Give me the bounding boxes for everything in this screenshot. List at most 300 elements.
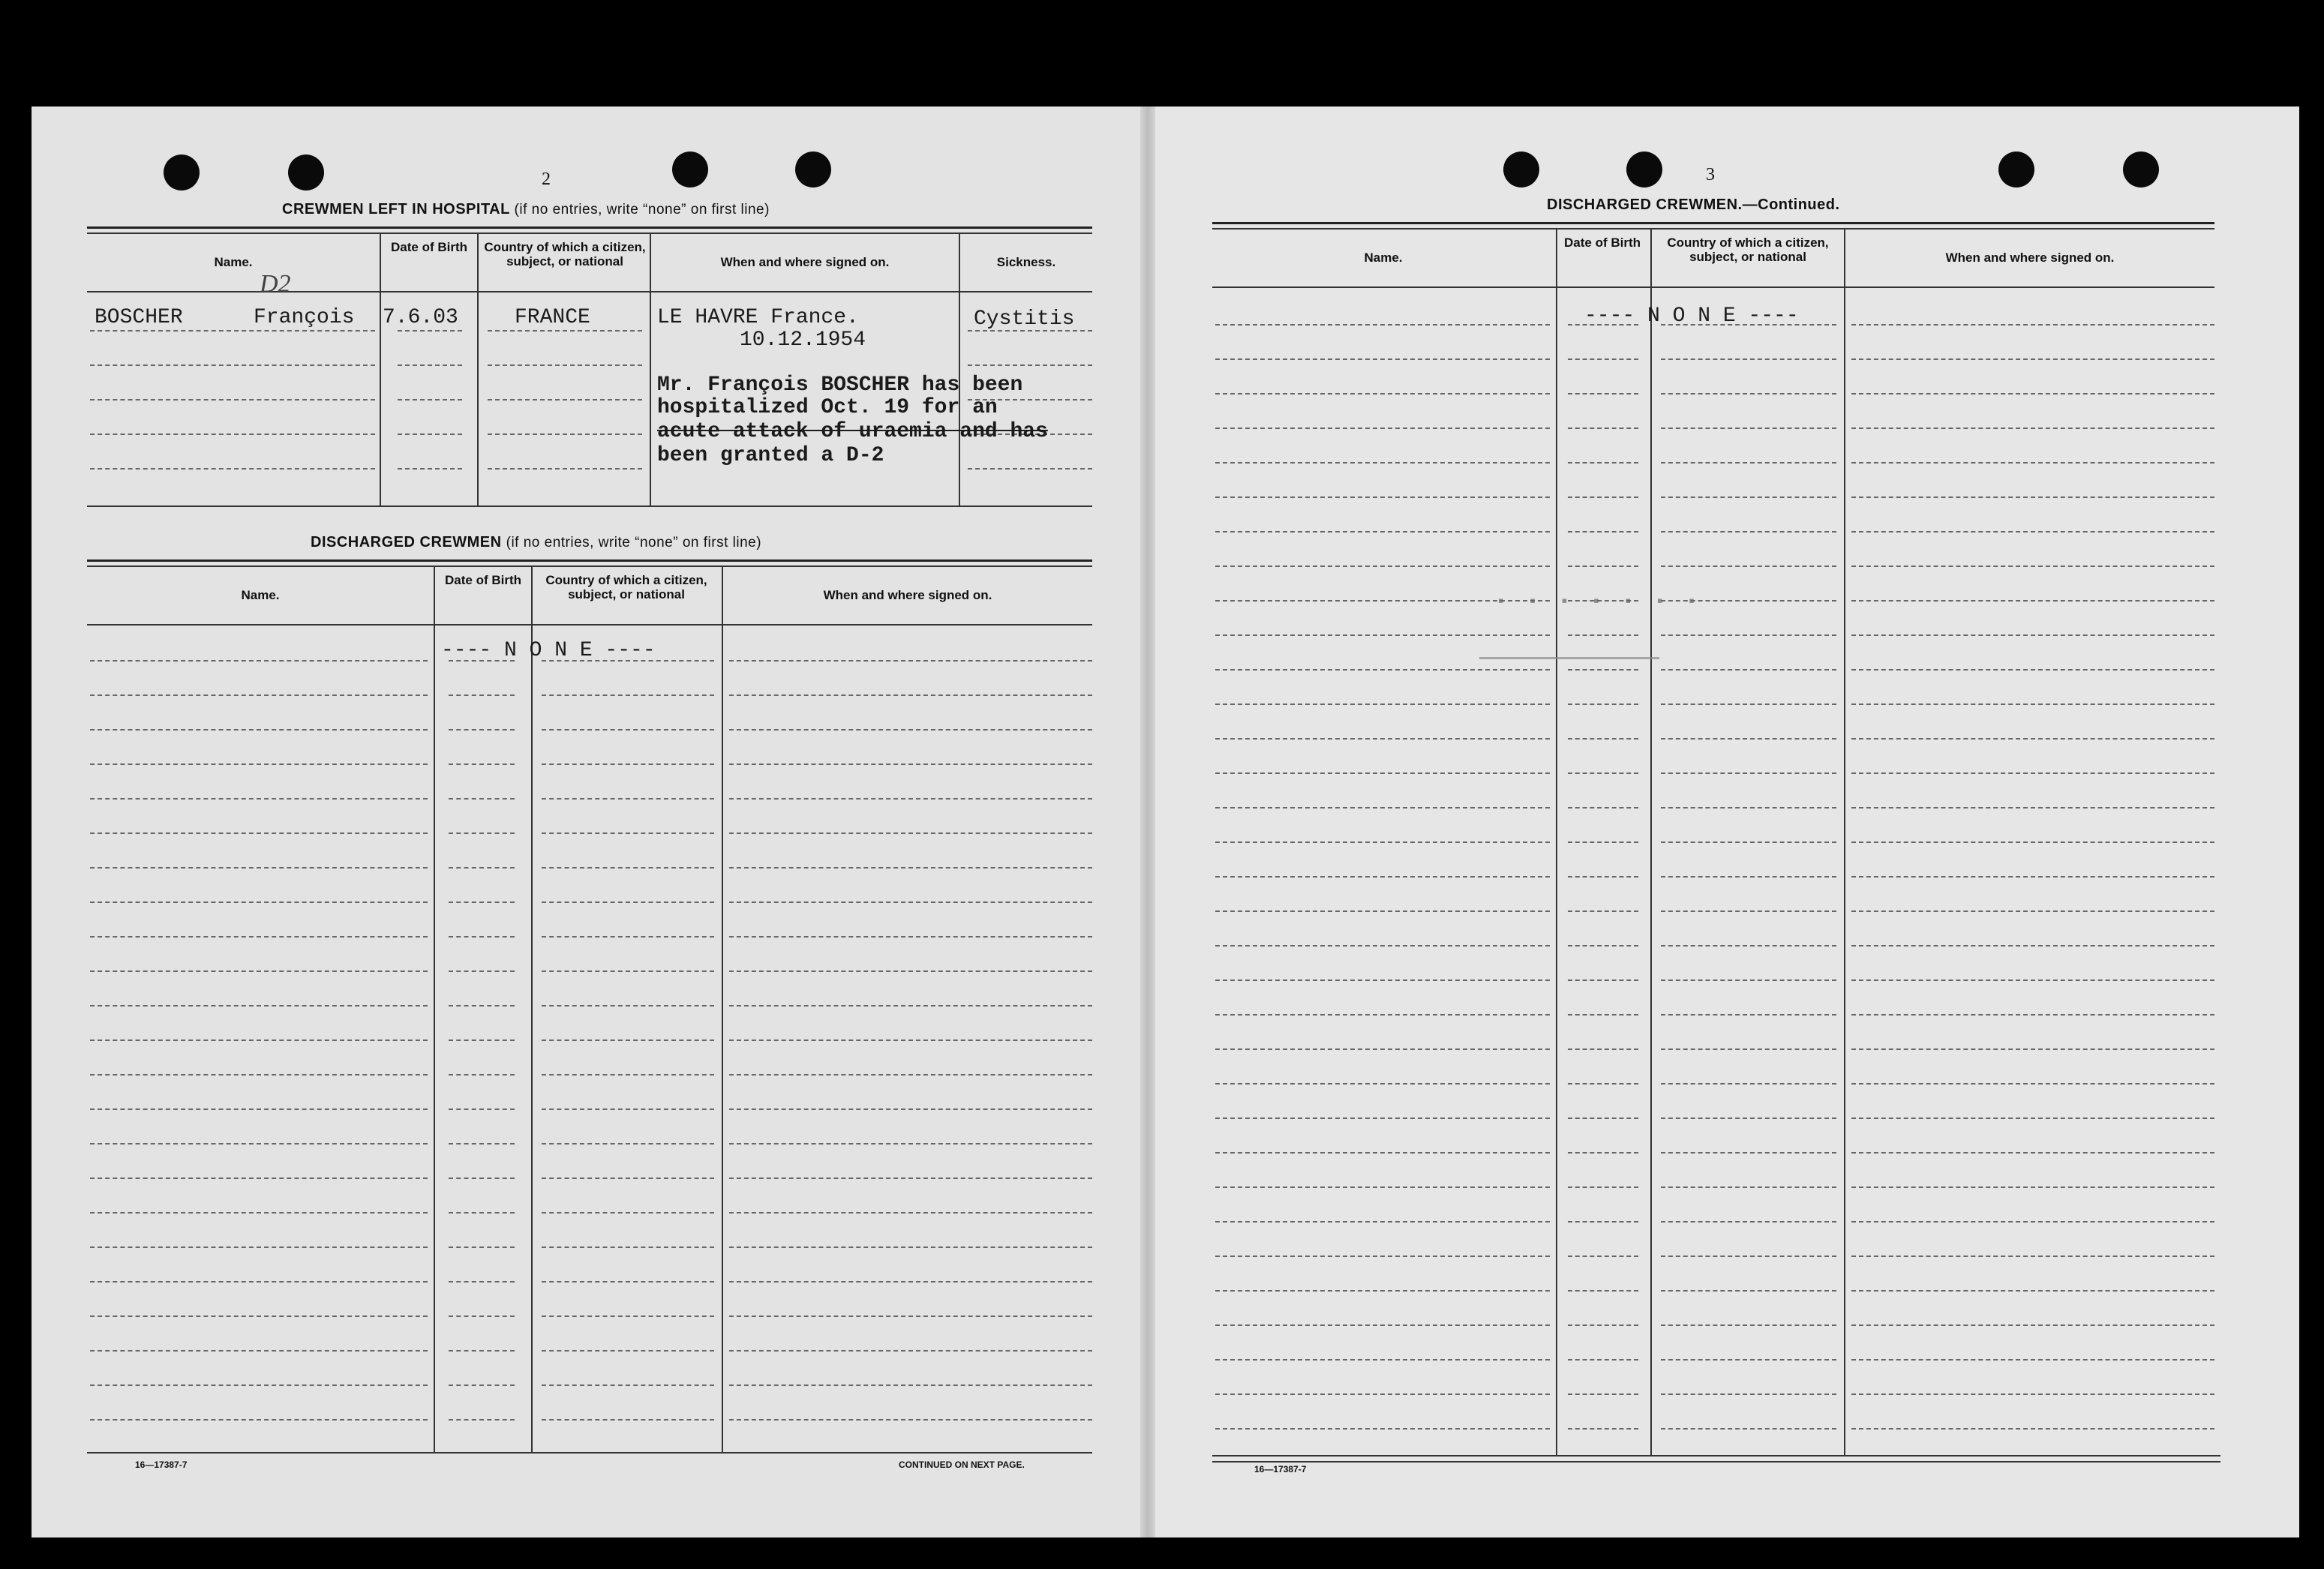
row-rule <box>90 1212 428 1214</box>
column-divider <box>722 566 723 1452</box>
form-number: 16—17387-7 <box>1254 1464 1307 1474</box>
discharged-title-note: (if no entries, write “none” on first line) <box>506 535 762 550</box>
row-rule <box>729 832 1092 834</box>
row-rule <box>1215 772 1550 774</box>
row-rule <box>1568 1290 1638 1292</box>
row-rule <box>968 364 1092 366</box>
punch-hole <box>288 154 324 190</box>
rule <box>87 566 1092 567</box>
row-rule <box>90 1178 428 1179</box>
row-rule <box>90 1350 428 1352</box>
row-rule <box>542 1246 714 1248</box>
row-rule <box>1661 876 1836 878</box>
row-rule <box>1215 1394 1550 1395</box>
rule <box>87 560 1092 562</box>
row-rule <box>1568 634 1638 636</box>
row-rule <box>1215 842 1550 843</box>
row-rule <box>729 1212 1092 1214</box>
row-rule <box>1568 496 1638 498</box>
row-rule <box>1568 566 1638 567</box>
punch-hole <box>164 154 200 190</box>
row-rule <box>1215 738 1550 740</box>
row-rule <box>542 798 714 800</box>
row-rule <box>1568 531 1638 532</box>
row-rule <box>1215 358 1550 360</box>
row-rule <box>90 660 428 662</box>
page-number: 2 <box>542 170 551 189</box>
row-rule <box>968 468 1092 470</box>
row-rule <box>488 434 642 435</box>
row-rule <box>729 1246 1092 1248</box>
row-rule <box>1851 600 2214 602</box>
row-rule <box>1851 669 2214 670</box>
row-rule <box>729 1074 1092 1076</box>
row-rule <box>1215 1324 1550 1326</box>
row-rule <box>1215 393 1550 394</box>
row-rule <box>1661 1290 1836 1292</box>
row-rule <box>449 1108 515 1110</box>
none-entry: ---- N O N E ---- <box>1584 304 1799 328</box>
row-rule <box>1661 910 1836 912</box>
row-rule <box>729 694 1092 696</box>
discharged-section-title <box>311 534 761 551</box>
row-rule <box>1215 910 1550 912</box>
remark-line: Mr. François BOSCHER has been <box>657 374 1023 397</box>
rule <box>1212 222 2214 224</box>
row-rule <box>729 902 1092 903</box>
header-dob: Date of Birth <box>1564 236 1641 250</box>
row-rule <box>1851 1118 2214 1119</box>
row-rule <box>449 902 515 903</box>
row-rule <box>542 1178 714 1179</box>
column-divider <box>1844 228 1845 1456</box>
row-rule <box>449 867 515 868</box>
punch-hole <box>1998 152 2034 188</box>
row-rule <box>1851 428 2214 429</box>
column-divider <box>959 232 960 506</box>
row-rule <box>1661 704 1836 705</box>
entry-signed-place: LE HAVRE France. <box>657 306 859 329</box>
punch-hole <box>672 152 708 188</box>
row-rule <box>542 1005 714 1006</box>
row-rule <box>729 1143 1092 1144</box>
row-rule <box>729 1316 1092 1317</box>
row-rule <box>1851 1359 2214 1360</box>
row-rule <box>1568 1186 1638 1188</box>
rule <box>87 232 1092 234</box>
row-rule <box>1215 1290 1550 1292</box>
row-rule <box>90 694 428 696</box>
row-rule <box>449 832 515 834</box>
row-rule <box>1568 428 1638 429</box>
row-rule <box>1851 738 2214 740</box>
row-rule <box>542 1281 714 1282</box>
row-rule <box>729 970 1092 972</box>
row-rule <box>1661 496 1836 498</box>
row-rule <box>1568 1083 1638 1084</box>
row-rule <box>1568 1048 1638 1050</box>
row-rule <box>1661 531 1836 532</box>
column-divider <box>531 566 533 1452</box>
row-rule <box>90 1316 428 1317</box>
row-rule <box>1661 807 1836 808</box>
row-rule <box>1851 324 2214 326</box>
remark-line: acute attack of uraemia and has <box>657 420 1048 443</box>
row-rule <box>729 1281 1092 1282</box>
header-signed: When and where signed on. <box>823 588 992 602</box>
row-rule <box>90 1040 428 1041</box>
discharged-title-text: DISCHARGED CREWMEN <box>311 534 502 550</box>
row-rule <box>1215 1359 1550 1360</box>
row-rule <box>1568 1359 1638 1360</box>
row-rule <box>1851 393 2214 394</box>
row-rule <box>1568 393 1638 394</box>
row-rule <box>398 434 462 435</box>
continued-title-text: DISCHARGED CREWMEN. <box>1547 196 1743 213</box>
row-rule <box>729 798 1092 800</box>
row-rule <box>90 1419 428 1420</box>
row-rule <box>1215 669 1550 670</box>
row-rule <box>1661 1118 1836 1119</box>
row-rule <box>729 1108 1092 1110</box>
row-rule <box>1215 1428 1550 1430</box>
header-name: Name. <box>214 255 253 269</box>
row-rule <box>488 364 642 366</box>
row-rule <box>449 1419 515 1420</box>
row-rule <box>729 660 1092 662</box>
row-rule <box>1661 428 1836 429</box>
row-rule <box>488 468 642 470</box>
entry-signed-date: 10.12.1954 <box>740 328 866 352</box>
row-rule <box>1215 496 1550 498</box>
row-rule <box>1568 945 1638 946</box>
row-rule <box>449 1040 515 1041</box>
row-rule <box>449 764 515 765</box>
row-rule <box>1215 945 1550 946</box>
row-rule <box>1215 324 1550 326</box>
row-rule <box>1851 842 2214 843</box>
continued-title-suffix: —Continued. <box>1742 196 1840 213</box>
row-rule <box>542 902 714 903</box>
row-rule <box>398 364 462 366</box>
row-rule <box>1568 772 1638 774</box>
row-rule <box>729 1384 1092 1386</box>
row-rule <box>1851 1048 2214 1050</box>
row-rule <box>1215 1048 1550 1050</box>
row-rule <box>1661 1152 1836 1154</box>
row-rule <box>1851 1221 2214 1222</box>
row-rule <box>1568 1324 1638 1326</box>
row-rule <box>729 1419 1092 1420</box>
column-divider <box>1650 228 1652 1456</box>
row-rule <box>1661 1048 1836 1050</box>
row-rule <box>1661 1428 1836 1430</box>
row-rule <box>449 1316 515 1317</box>
column-divider <box>477 232 479 506</box>
header-dob: Date of Birth <box>445 573 521 587</box>
row-rule <box>729 764 1092 765</box>
row-rule <box>90 764 428 765</box>
row-rule <box>1215 428 1550 429</box>
row-rule <box>1661 1324 1836 1326</box>
row-rule <box>1851 807 2214 808</box>
row-rule <box>1661 1083 1836 1084</box>
entry-dob: 7.6.03 <box>383 306 458 329</box>
row-rule <box>1215 1186 1550 1188</box>
row-rule <box>1851 945 2214 946</box>
faint-stamp-line <box>1479 657 1659 659</box>
row-rule <box>1215 1014 1550 1016</box>
row-rule <box>90 1143 428 1144</box>
row-rule <box>1851 1324 2214 1326</box>
row-rule <box>90 970 428 972</box>
row-rule <box>90 434 375 435</box>
row-rule <box>1661 1394 1836 1395</box>
row-rule <box>542 936 714 938</box>
row-rule <box>449 729 515 730</box>
entry-surname: BOSCHER <box>95 306 183 329</box>
row-rule <box>1851 876 2214 878</box>
row-rule <box>398 399 462 400</box>
row-rule <box>1568 704 1638 705</box>
row-rule <box>90 902 428 903</box>
punch-hole <box>1503 152 1539 188</box>
row-rule <box>542 764 714 765</box>
row-rule <box>398 468 462 470</box>
row-rule <box>1568 669 1638 670</box>
row-rule <box>1661 1186 1836 1188</box>
rule <box>1212 1455 2220 1456</box>
row-rule <box>729 867 1092 868</box>
row-rule <box>1661 945 1836 946</box>
row-rule <box>1661 634 1836 636</box>
row-rule <box>1661 358 1836 360</box>
row-rule <box>542 1384 714 1386</box>
row-rule <box>1568 876 1638 878</box>
row-rule <box>1215 1152 1550 1154</box>
row-rule <box>542 1143 714 1144</box>
rule <box>87 291 1092 292</box>
row-rule <box>449 1246 515 1248</box>
row-rule <box>1661 1359 1836 1360</box>
row-rule <box>449 1350 515 1352</box>
row-rule <box>1568 462 1638 464</box>
header-dob: Date of Birth <box>391 240 467 254</box>
row-rule <box>1215 980 1550 981</box>
row-rule <box>90 798 428 800</box>
row-rule <box>90 330 375 332</box>
row-rule <box>1568 1428 1638 1430</box>
row-rule <box>1215 1118 1550 1119</box>
row-rule <box>1851 1186 2214 1188</box>
row-rule <box>1851 566 2214 567</box>
handwritten-mark: D2 <box>260 270 291 298</box>
row-rule <box>1851 531 2214 532</box>
row-rule <box>1215 704 1550 705</box>
faint-stamp: ▪ ▪ ▪ ▪ ▪ ▪ ▪ <box>1496 592 1703 611</box>
row-rule <box>1568 910 1638 912</box>
row-rule <box>1568 842 1638 843</box>
row-rule <box>1661 1014 1836 1016</box>
row-rule <box>1215 462 1550 464</box>
hospital-section-title <box>282 201 770 218</box>
row-rule <box>1661 566 1836 567</box>
rule <box>1212 228 2214 230</box>
row-rule <box>90 1384 428 1386</box>
header-country: Country of which a citizen, subject, or national <box>545 573 707 602</box>
row-rule <box>449 936 515 938</box>
row-rule <box>1568 807 1638 808</box>
row-rule <box>729 1178 1092 1179</box>
row-rule <box>1851 980 2214 981</box>
row-rule <box>1851 910 2214 912</box>
row-rule <box>542 1212 714 1214</box>
row-rule <box>90 468 375 470</box>
rule <box>87 506 1092 507</box>
row-rule <box>1568 1014 1638 1016</box>
row-rule <box>542 1316 714 1317</box>
row-rule <box>90 832 428 834</box>
punch-hole <box>2123 152 2159 188</box>
row-rule <box>542 1074 714 1076</box>
row-rule <box>449 1178 515 1179</box>
discharged-continued-title <box>1547 196 1840 214</box>
row-rule <box>1568 1256 1638 1257</box>
row-rule <box>542 1040 714 1041</box>
none-entry: ---- N O N E ---- <box>441 639 656 662</box>
header-name: Name. <box>241 588 280 602</box>
row-rule <box>1568 1118 1638 1119</box>
row-rule <box>1851 462 2214 464</box>
row-rule <box>1661 772 1836 774</box>
row-rule <box>729 1005 1092 1006</box>
row-rule <box>729 1040 1092 1041</box>
hospital-title-text: CREWMEN LEFT IN HOSPITAL <box>282 201 510 218</box>
column-divider <box>380 232 381 506</box>
row-rule <box>90 867 428 868</box>
row-rule <box>542 1108 714 1110</box>
row-rule <box>90 936 428 938</box>
page-number: 3 <box>1706 165 1715 184</box>
row-rule <box>1661 393 1836 394</box>
column-divider <box>434 566 435 1452</box>
entry-sickness: Cystitis <box>974 308 1075 331</box>
row-rule <box>542 867 714 868</box>
row-rule <box>1661 462 1836 464</box>
row-rule <box>1215 876 1550 878</box>
row-rule <box>90 399 375 400</box>
header-country: Country of which a citizen, subject, or national <box>1667 236 1829 264</box>
form-number: 16—17387-7 <box>135 1460 188 1470</box>
row-rule <box>449 1074 515 1076</box>
hospital-title-note: (if no entries, write “none” on first line) <box>514 202 770 218</box>
rule <box>1212 286 2214 288</box>
row-rule <box>1568 358 1638 360</box>
punch-hole <box>1626 152 1662 188</box>
row-rule <box>1661 1256 1836 1257</box>
row-rule <box>1215 531 1550 532</box>
row-rule <box>1661 842 1836 843</box>
row-rule <box>1215 1256 1550 1257</box>
row-rule <box>729 729 1092 730</box>
row-rule <box>449 970 515 972</box>
row-rule <box>1661 669 1836 670</box>
row-rule <box>1851 704 2214 705</box>
header-country: Country of which a citizen, subject, or national <box>484 240 646 268</box>
row-rule <box>1851 1256 2214 1257</box>
row-rule <box>542 970 714 972</box>
row-rule <box>1851 772 2214 774</box>
row-rule <box>90 1281 428 1282</box>
row-rule <box>1661 980 1836 981</box>
row-rule <box>542 1419 714 1420</box>
row-rule <box>1568 738 1638 740</box>
row-rule <box>1215 566 1550 567</box>
row-rule <box>1215 1221 1550 1222</box>
row-rule <box>449 694 515 696</box>
header-name: Name. <box>1364 250 1403 265</box>
row-rule <box>1851 1083 2214 1084</box>
row-rule <box>90 364 375 366</box>
page-gutter <box>1140 106 1155 1538</box>
row-rule <box>398 330 462 332</box>
row-rule <box>488 399 642 400</box>
remark-line: hospitalized Oct. 19 for an <box>657 396 998 419</box>
header-signed: When and where signed on. <box>1945 250 2115 265</box>
continued-note: CONTINUED ON NEXT PAGE. <box>899 1460 1025 1470</box>
row-rule <box>90 1005 428 1006</box>
row-rule <box>449 1005 515 1006</box>
row-rule <box>1851 634 2214 636</box>
column-divider <box>650 232 651 506</box>
row-rule <box>729 936 1092 938</box>
rule <box>87 624 1092 626</box>
row-rule <box>1568 1221 1638 1222</box>
row-rule <box>449 1281 515 1282</box>
punch-hole <box>795 152 831 188</box>
row-rule <box>1568 980 1638 981</box>
column-divider <box>1556 228 1557 1456</box>
row-rule <box>1851 1152 2214 1154</box>
header-sickness: Sickness. <box>996 255 1056 269</box>
row-rule <box>1568 1394 1638 1395</box>
rule <box>87 226 1092 229</box>
row-rule <box>542 694 714 696</box>
row-rule <box>90 1074 428 1076</box>
rule <box>1212 1461 2220 1462</box>
row-rule <box>488 330 642 332</box>
rule <box>87 1452 1092 1454</box>
row-rule <box>542 1350 714 1352</box>
entry-given-name: François <box>254 306 355 329</box>
row-rule <box>1851 358 2214 360</box>
row-rule <box>1851 1394 2214 1395</box>
header-signed: When and where signed on. <box>720 255 890 269</box>
row-rule <box>542 729 714 730</box>
row-rule <box>542 832 714 834</box>
row-rule <box>729 1350 1092 1352</box>
row-rule <box>1215 807 1550 808</box>
row-rule <box>449 798 515 800</box>
row-rule <box>449 1212 515 1214</box>
row-rule <box>449 1384 515 1386</box>
row-rule <box>90 729 428 730</box>
row-rule <box>449 1143 515 1144</box>
row-rule <box>1851 1428 2214 1430</box>
row-rule <box>1661 738 1836 740</box>
row-rule <box>1851 1014 2214 1016</box>
entry-country: FRANCE <box>515 306 590 329</box>
